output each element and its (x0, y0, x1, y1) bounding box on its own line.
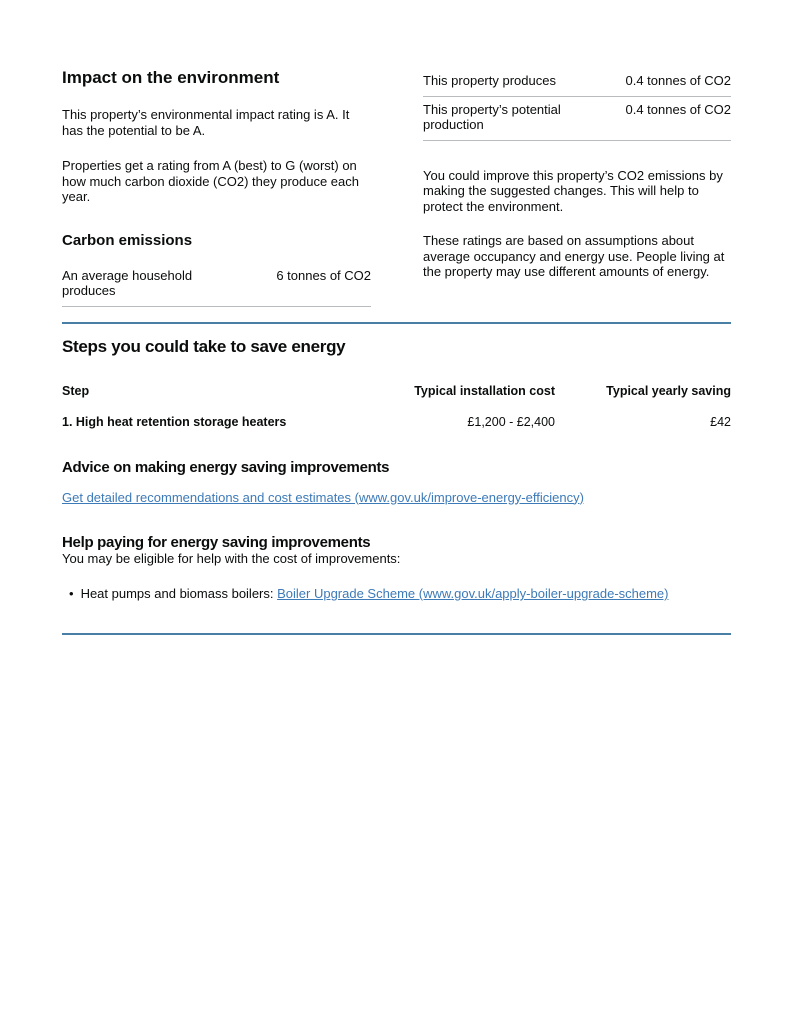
list-item (62, 586, 731, 602)
step-installation-cost: £1,200 - £2,400 (467, 414, 555, 429)
average-household-label: An average household produces (62, 267, 193, 298)
ratings-assumptions-paragraph: These ratings are based on assumptions about average occupancy and energy use. People living at the property may use different amounts of energy. (423, 233, 725, 279)
steps-table-header (62, 384, 731, 398)
impact-rating-paragraph: This property’s environmental impact rating is A. It has the potential to be A. (62, 107, 350, 138)
step-column-header: Step (62, 383, 90, 398)
average-household-row (62, 263, 371, 307)
impact-environment-section (62, 68, 731, 307)
boiler-upgrade-scheme-link[interactable]: Boiler Upgrade Scheme (www.gov.uk/apply-boiler-upgrade-scheme) (277, 586, 669, 601)
potential-production-label: This property’s potential production (423, 101, 561, 132)
step-yearly-saving: £42 (710, 414, 731, 429)
bullet-text (81, 586, 669, 602)
property-produces-label: This property produces (423, 73, 556, 88)
impact-scale-paragraph: Properties get a rating from A (best) to G (worst) on how much carbon dioxide (CO2) they produce each year. (62, 158, 359, 204)
table-row (62, 415, 731, 429)
bullet-icon: • (69, 586, 74, 601)
steps-table (62, 384, 731, 429)
impact-environment-title: Impact on the environment (62, 68, 280, 87)
bottom-divider (62, 633, 731, 635)
average-household-value: 6 tonnes of CO2 (276, 267, 371, 283)
installation-cost-column-header: Typical installation cost (414, 383, 555, 398)
impact-right-column (423, 68, 731, 280)
recommendations-link[interactable]: Get detailed recommendations and cost estimates (www.gov.uk/improve-energy-efficiency) (62, 489, 584, 505)
potential-production-value: 0.4 tonnes of CO2 (625, 101, 731, 117)
steps-section-title: Steps you could take to save energy (62, 336, 346, 356)
yearly-saving-column-header: Typical yearly saving (606, 383, 731, 398)
property-produces-row (423, 68, 731, 97)
section-divider (62, 322, 731, 324)
step-name: 1. High heat retention storage heaters (62, 414, 287, 429)
carbon-emissions-title: Carbon emissions (62, 231, 193, 249)
improve-emissions-paragraph: You could improve this property’s CO2 emissions by making the suggested changes. This will help to protect the environment. (423, 167, 723, 214)
bullet-prefix-text: Heat pumps and biomass boilers: (80, 586, 278, 601)
property-produces-value: 0.4 tonnes of CO2 (625, 73, 731, 88)
advice-section-title: Advice on making energy saving improvements (62, 458, 390, 476)
help-section-title: Help paying for energy saving improvements (62, 533, 371, 551)
help-intro-paragraph: You may be eligible for help with the cost of improvements: (62, 550, 401, 566)
impact-left-column (62, 68, 371, 307)
potential-production-row (423, 97, 731, 141)
